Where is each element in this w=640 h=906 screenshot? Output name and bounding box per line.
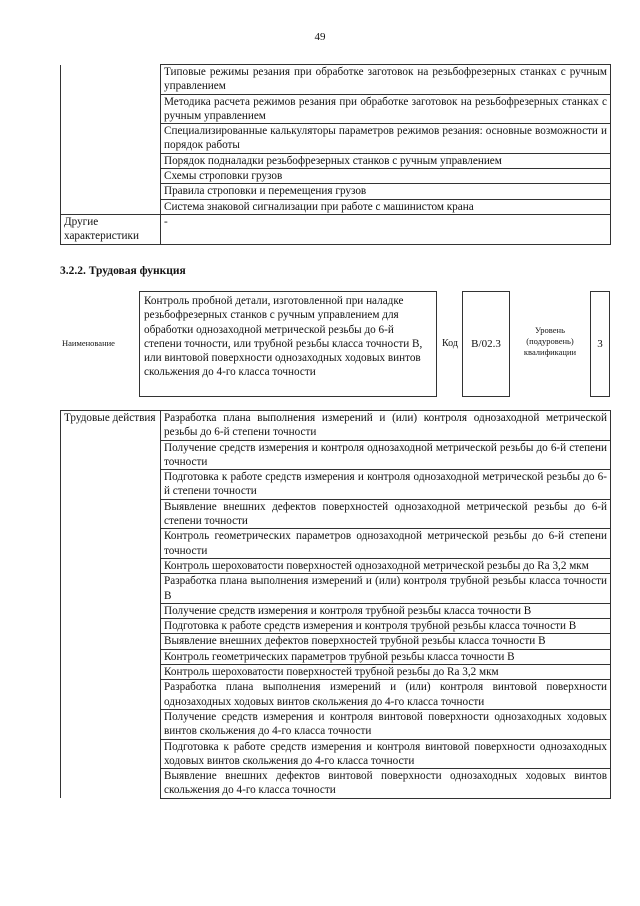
other-characteristics-value: - [161, 214, 611, 244]
labor-action-item: Выявление внешних дефектов поверхностей однозаходной метрической резьбы до 6-й степени точности [161, 499, 611, 529]
labor-action-item: Выявление внешних дефектов поверхностей трубной резьбы класса точности В [161, 634, 611, 649]
labor-actions-table [60, 410, 611, 799]
labor-action-item: Разработка плана выполнения измерений и (или) контроля винтовой поверхности однозаходных ходовых винтов скольжения до 4-го класса точности [161, 680, 611, 710]
labor-action-item: Контроль геометрических параметров однозаходной метрической резьбы до 6-й степени точности [161, 529, 611, 559]
name-label: Наименование [62, 338, 115, 348]
code-value: B/02.3 [471, 338, 501, 350]
labor-action-item: Получение средств измерения и контроля винтовой поверхности однозаходных ходовых винтов скольжения до 4-го класса точности [161, 709, 611, 739]
knowledge-item: Специализированные калькуляторы параметров режимов резания: основные возможности и порядок работы [161, 124, 611, 154]
labor-action-item: Получение средств измерения и контроля однозаходной метрической резьбы до 6-й степени точности [161, 440, 611, 470]
labor-action-item: Контроль шероховатости поверхностей трубной резьбы до Ra 3,2 мкм [161, 665, 611, 680]
code-label: Код [442, 338, 458, 349]
table-row [61, 411, 611, 441]
labor-action-item: Подготовка к работе средств измерения и контроля винтовой поверхности однозаходных ходовых винтов скольжения до 4-го класса точности [161, 739, 611, 769]
knowledge-label-cell [61, 65, 161, 215]
table-row [61, 65, 611, 95]
labor-action-item: Разработка плана выполнения измерений и (или) контроля трубной резьбы класса точности В [161, 574, 611, 604]
knowledge-item: Схемы строповки грузов [161, 169, 611, 184]
labor-action-item: Выявление внешних дефектов винтовой поверхности однозаходных ходовых винтов скольжения до 4-го класса точности [161, 769, 611, 799]
labor-action-item: Контроль геометрических параметров трубной резьбы класса точности В [161, 649, 611, 664]
knowledge-table [60, 64, 611, 245]
qualification-level-label: Уровень (подуровень) квалификации [523, 325, 577, 357]
knowledge-item: Система знаковой сигнализации при работе с машинистом крана [161, 199, 611, 214]
knowledge-item: Порядок подналадки резьбофрезерных станков с ручным управлением [161, 153, 611, 168]
name-value-box [139, 291, 437, 397]
knowledge-item: Типовые режимы резания при обработке заготовок на резьбофрезерных станках с ручным управлением [161, 65, 611, 95]
other-characteristics-label: Другие характеристики [61, 214, 161, 244]
labor-action-item: Подготовка к работе средств измерения и контроля трубной резьбы класса точности В [161, 619, 611, 634]
labor-actions-label: Трудовые действия [61, 411, 161, 799]
knowledge-item: Методика расчета режимов резания при обработке заготовок на резьбофрезерных станках с ручным управлением [161, 94, 611, 124]
table-row [61, 214, 611, 244]
function-name: Контроль пробной детали, изготовленной при наладке резьбофрезерных станков с ручным управлением для обработки однозаходной метрической резьбы до 6-й степени точности, или трубной резьбы класса точности В, или винтовой поверхности однозаходных ходовых винтов скольжения до 4-го класса точности [144, 295, 423, 379]
labor-action-item: Подготовка к работе средств измерения и контроля однозаходной метрической резьбы до 6-й степени точности [161, 470, 611, 500]
qualification-level-value: 3 [597, 338, 603, 350]
section-heading: 3.2.2. Трудовая функция [60, 265, 186, 277]
knowledge-item: Правила строповки и перемещения грузов [161, 184, 611, 199]
code-value-box [462, 291, 510, 397]
labor-action-item: Получение средств измерения и контроля трубной резьбы класса точности В [161, 603, 611, 618]
labor-action-item: Контроль шероховатости поверхностей однозаходной метрической резьбы до Ra 3,2 мкм [161, 558, 611, 573]
qualification-level-box [590, 291, 610, 397]
page-number: 49 [314, 31, 326, 43]
labor-action-item: Разработка плана выполнения измерений и (или) контроля однозаходной метрической резьбы до 6-й степени точности [161, 411, 611, 441]
